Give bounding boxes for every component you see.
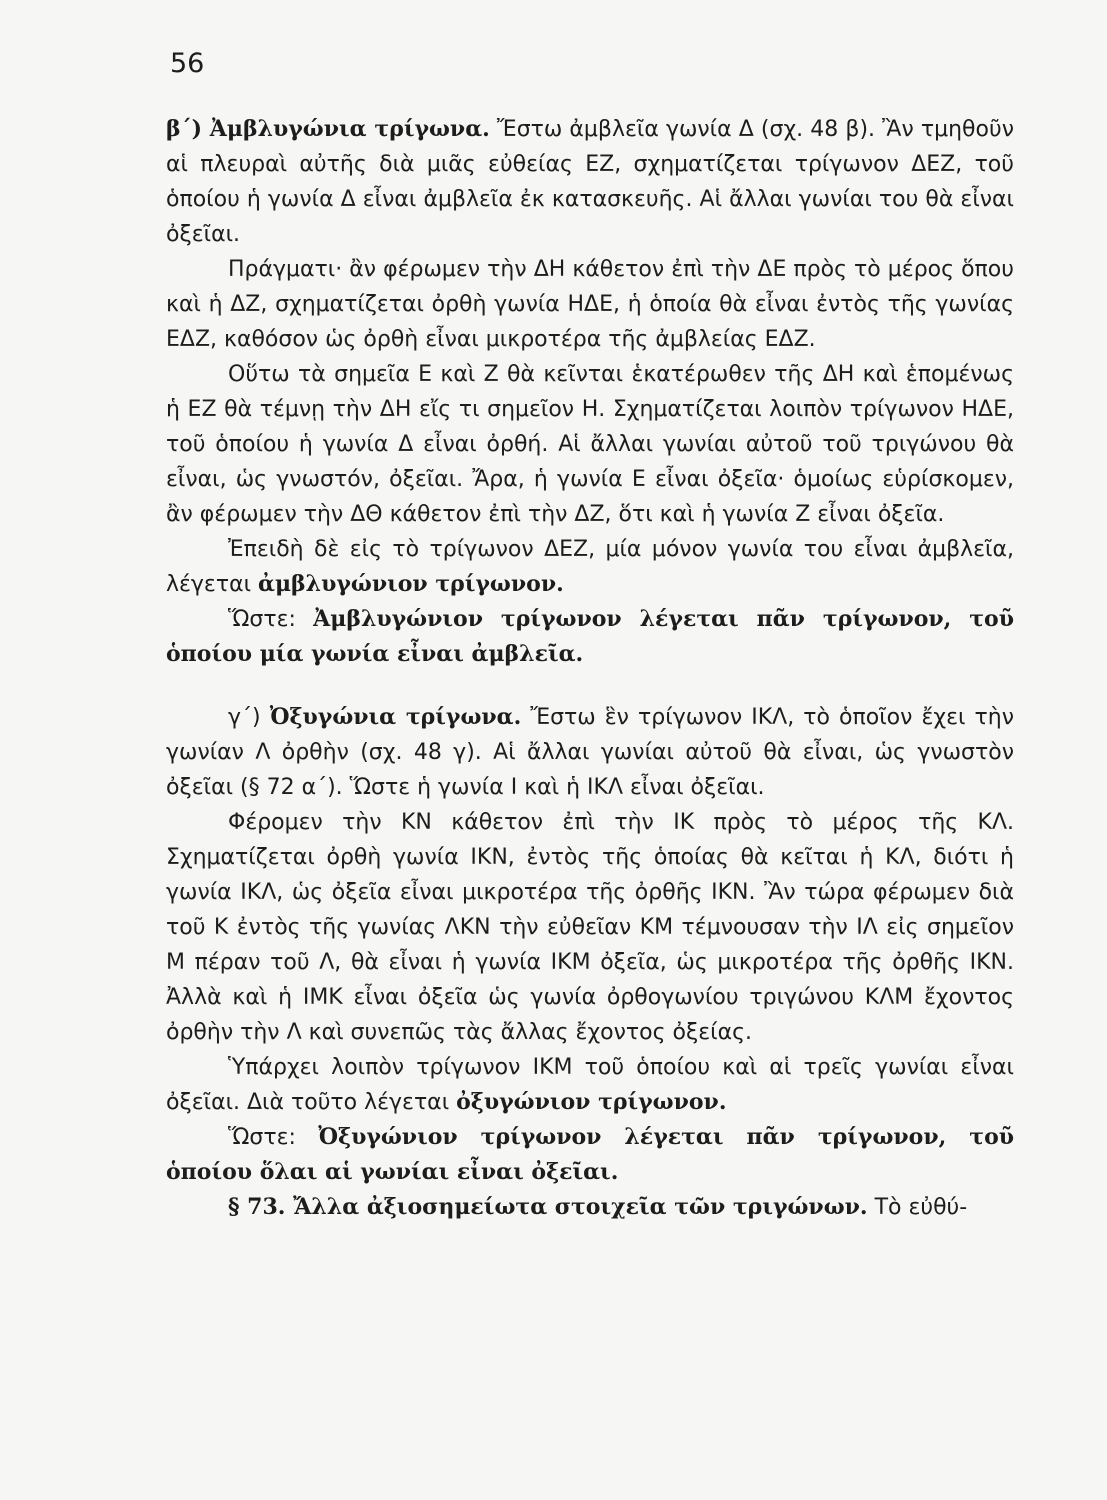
text-run: Φέρομεν τὴν ΚΝ κάθετον ἐπὶ τὴν ΙΚ πρὸς τὸ μέρος τῆς ΚΛ. Σχηματίζεται ὀρθὴ γωνία ΙΚΝ, ἐντὸς τῆς ὁποίας θὰ κεῖται ἡ ΚΛ, διότι ἡ γωνία ΙΚΛ, ὡς ὀξεῖα εἶναι μικροτέρα τῆς ὀρθῆς ΙΚΝ. Ἂν τώρα φέρωμεν διὰ τοῦ Κ ἐντὸς τῆς γωνίας ΛΚΝ τὴν εὐθεῖαν ΚΜ τέμνουσαν τὴν ΙΛ εἰς σημεῖον Μ πέραν τοῦ Λ, θὰ εἶναι ἡ γωνία ΙΚΜ ὀξεῖα, ὡς μικροτέρα τῆς ὀρθῆς ΙΚΝ. Ἀλλὰ καὶ ἡ ΙΜΚ εἶναι ὀξεῖα ὡς γωνία ὀρθογωνίου τριγώνου ΚΛΜ ἔχοντος ὀρθὴν τὴν Λ καὶ συνεπῶς τὰς ἄλλας ἔχοντος ὀξείας.: [166, 810, 1014, 1045]
bold-text: β΄) Ἀμβλυγώνια τρίγωνα.: [166, 116, 490, 142]
paragraph: [166, 602, 1014, 672]
paragraph: [166, 532, 1014, 602]
text-run: Τὸ εὐθύ-: [867, 1195, 968, 1220]
paragraph: [166, 1190, 1014, 1225]
text-run: Ἔστω ἓν τρίγωνον ΙΚΛ, τὸ ὁποῖον ἔχει τὴν γωνίαν Λ ὀρθὴν (σχ. 48 γ). Αἱ ἄλλαι γωνίαι αὐτοῦ θὰ εἶναι, ὡς γνωστὸν ὀξεῖαι (§ 72 α΄). Ὥστε ἡ γωνία Ι καὶ ἡ ΙΚΛ εἶναι ὀξεῖαι.: [166, 705, 1014, 800]
paragraph: [166, 700, 1014, 805]
paragraph: [166, 357, 1014, 532]
text-run: Οὕτω τὰ σημεῖα Ε καὶ Ζ θὰ κεῖνται ἑκατέρωθεν τῆς ΔΗ καὶ ἑπομένως ἡ ΕΖ θὰ τέμνῃ τὴν ΔΗ εἴς τι σημεῖον Η. Σχηματίζεται λοιπὸν τρίγωνον ΗΔΕ, τοῦ ὁποίου ἡ γωνία Δ εἶναι ὀρθή. Αἱ ἄλλαι γωνίαι αὐτοῦ τοῦ τριγώνου θὰ εἶναι, ὡς γνωστόν, ὀξεῖαι. Ἄρα, ἡ γωνία Ε εἶναι ὀξεῖα· ὁμοίως εὑρίσκομεν, ἂν φέρωμεν τὴν ΔΘ κάθετον ἐπὶ τὴν ΔΖ, ὅτι καὶ ἡ γωνία Ζ εἶναι ὀξεῖα.: [166, 362, 1014, 527]
page-number: 56: [170, 48, 205, 79]
text-run: γ΄): [228, 705, 270, 730]
paragraph: [166, 805, 1014, 1050]
text-run: Ἐπειδὴ δὲ εἰς τὸ τρίγωνον ΔΕΖ, μία μόνον γωνία του εἶναι ἀμβλεῖα, λέγεται: [166, 537, 1014, 597]
bold-text: Ὀξυγώνια τρίγωνα.: [269, 704, 522, 730]
bold-text: § 73. Ἄλλα ἀξιοσημείωτα στοιχεῖα τῶν τριγώνων.: [228, 1194, 868, 1220]
text-run: Ἔστω ἀμβλεῖα γωνία Δ (σχ. 48 β). Ἂν τμηθοῦν αἱ πλευραὶ αὐτῆς διὰ μιᾶς εὐθείας ΕΖ, σχηματίζεται τρίγωνον ΔΕΖ, τοῦ ὁποίου ἡ γωνία Δ εἶναι ἀμβλεῖα ἐκ κατασκευῆς. Αἱ ἄλλαι γωνίαι του θὰ εἶναι ὀξεῖαι.: [166, 117, 1014, 247]
bold-text: Ἀμβλυγώνιον τρίγωνον λέγεται πᾶν τρίγωνον, τοῦ ὁποίου μία γωνία εἶναι ἀμβλεῖα.: [166, 606, 1014, 667]
text-run: Ὥστε:: [228, 607, 314, 632]
paragraph: [166, 1120, 1014, 1190]
paragraph: [166, 112, 1014, 252]
bold-text: ὀξυγώνιον τρίγωνον.: [456, 1089, 727, 1115]
body-text: [166, 112, 1014, 1225]
bold-text: ἀμβλυγώνιον τρίγωνον.: [258, 571, 564, 597]
text-run: Πράγματι· ἂν φέρωμεν τὴν ΔΗ κάθετον ἐπὶ τὴν ΔΕ πρὸς τὸ μέρος ὅπου καὶ ἡ ΔΖ, σχηματίζεται ὀρθὴ γωνία ΗΔΕ, ἡ ὁποία θὰ εἶναι ἐντὸς τῆς γωνίας ΕΔΖ, καθόσον ὡς ὀρθὴ εἶναι μικροτέρα τῆς ἀμβλείας ΕΔΖ.: [166, 257, 1014, 352]
text-run: Ὥστε:: [228, 1125, 319, 1150]
paragraph: [166, 1050, 1014, 1120]
text-run: Ὑπάρχει λοιπὸν τρίγωνον ΙΚΜ τοῦ ὁποίου καὶ αἱ τρεῖς γωνίαι εἶναι ὀξεῖαι. Διὰ τοῦτο λέγεται: [166, 1055, 1014, 1115]
paragraph: [166, 252, 1014, 357]
bold-text: Ὀξυγώνιον τρίγωνον λέγεται πᾶν τρίγωνον, τοῦ ὁποίου ὅλαι αἱ γωνίαι εἶναι ὀξεῖαι.: [166, 1124, 1015, 1185]
